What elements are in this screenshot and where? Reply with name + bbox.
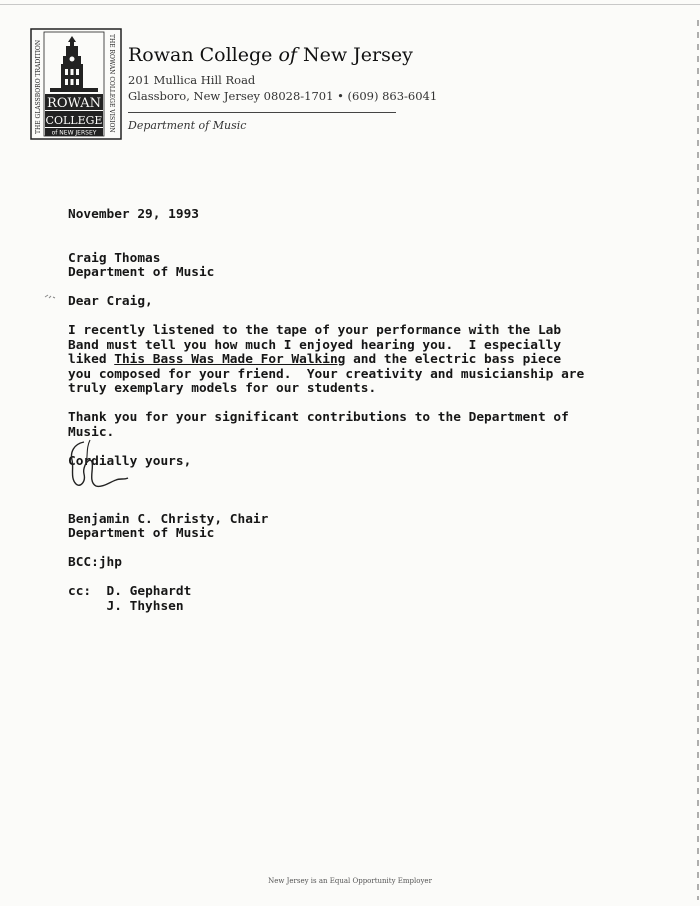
- signer-name: Benjamin C. Christy, Chair: [68, 511, 269, 527]
- stray-mark: [44, 293, 58, 301]
- logo-college-text: COLLEGE: [45, 114, 103, 127]
- logo-right-vertical-text: THE ROWAN COLLEGE VISION: [108, 34, 115, 133]
- scan-edge-top: [0, 4, 700, 5]
- handwritten-signature: [62, 438, 142, 494]
- bcc-line: BCC:jhp: [68, 555, 122, 570]
- address-line-street: 201 Mullica Hill Road: [128, 73, 256, 87]
- signer-department: Department of Music: [68, 526, 215, 541]
- college-name: Rowan College of New Jersey: [128, 44, 413, 66]
- paragraph-1: I recently listened to the tape of your performance with the Lab Band must tell you how much I enjoyed hearing you. I especially liked This Bass Was Made For Walking and the electric bass piece you composed for your friend. Your creativity and musicianship are truly exemplary models for our students.: [68, 323, 585, 396]
- song-title: This Bass Was Made For Walking: [114, 352, 346, 367]
- letterhead: [128, 44, 437, 132]
- paragraph-2: Thank you for your significant contributions to the Department of Music.: [68, 410, 569, 440]
- recipient-department: Department of Music: [68, 265, 215, 280]
- letterhead-department: Department of Music: [128, 119, 247, 132]
- cc-label: cc:: [68, 584, 92, 599]
- letterhead-divider: [128, 112, 396, 113]
- college-logo: [30, 28, 122, 140]
- logo-rowan-text: ROWAN: [47, 96, 101, 111]
- scan-edge-right: [697, 20, 699, 900]
- address-line-city-phone: Glassboro, New Jersey 08028-1701 • (609) 863-6041: [128, 89, 438, 103]
- recipient-name: Craig Thomas: [68, 250, 161, 266]
- letter-date: November 29, 1993: [68, 207, 199, 222]
- letter-body: [68, 208, 628, 614]
- logo-state-text: of NEW JERSEY: [51, 129, 97, 137]
- address: [128, 72, 437, 104]
- logo-left-vertical-text: THE GLASSBORO TRADITION: [35, 39, 42, 134]
- cc-line-2: J. Thyhsen: [106, 598, 184, 614]
- cc-line-1: cc: D. Gephardt: [68, 584, 192, 599]
- closing: Cordially yours,: [68, 453, 192, 469]
- salutation: Dear Craig,: [68, 294, 153, 309]
- footer-equal-opportunity: New Jersey is an Equal Opportunity Employer: [268, 877, 432, 885]
